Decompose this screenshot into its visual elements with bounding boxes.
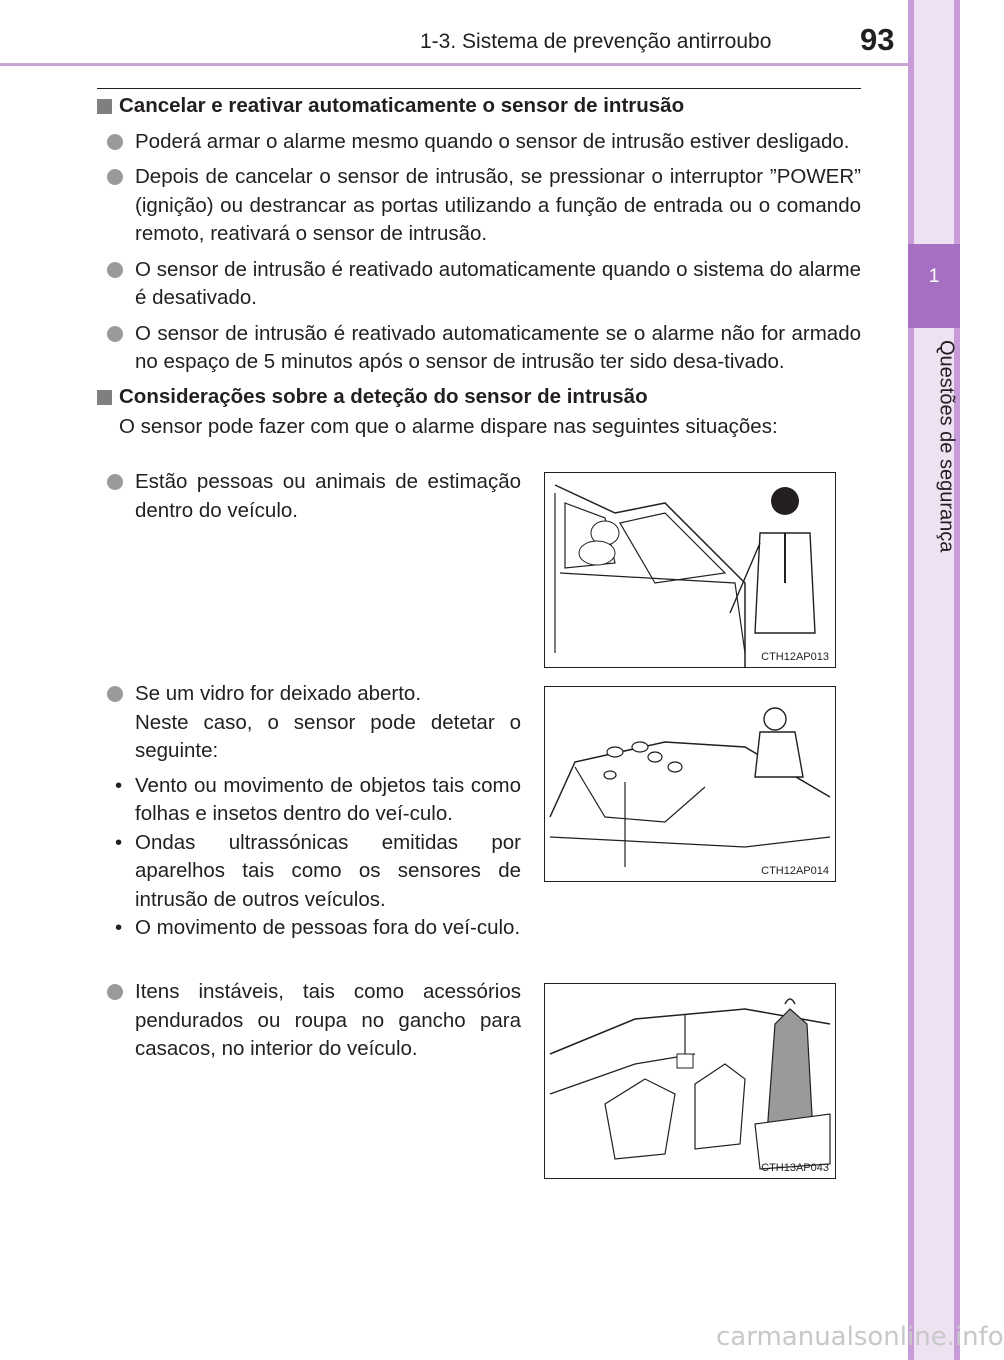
situation-text [97,680,521,766]
list-item [97,468,521,525]
section-heading-text: Cancelar e reativar automaticamente o sensor de intrusão [119,94,685,117]
section-heading [97,92,861,121]
bullet-icon [107,134,123,150]
section-intro: O sensor pode fazer com que o alarme dispare nas seguintes situações: [119,415,778,438]
bullet-icon [107,326,123,342]
side-tab-edge [908,0,914,1360]
illustration-hanging-items-interior [544,983,836,1179]
sub-list-item-text: Vento ou movimento de objetos tais como folhas e insetos dentro do veí-culo. [135,773,521,825]
page-content [97,92,861,442]
list-item-text: Estão pessoas ou animais de estimação dentro do veículo. [135,470,521,522]
situation-text [97,978,521,1064]
list-item-text: O sensor de intrusão é reativado automaticamente se o alarme não for armado no espaço de 5 minutos após o sensor de intrusão ter sido desa-tivado. [135,321,861,373]
header-divider [0,63,908,66]
bullet-icon [107,169,123,185]
list-item-text: Se um vidro for deixado aberto. [135,682,422,705]
illustration-open-window-leaves [544,686,836,882]
side-tab-number: 1 [928,266,940,287]
illustration-person-and-dog-in-car [544,472,836,668]
side-tab-edge [954,0,960,1360]
list-item [97,680,521,943]
side-tab-label: Questões de segurança [935,340,958,553]
list-item [97,128,861,157]
list-item-text: Neste caso, o sensor pode detetar o seguinte: [135,710,521,762]
section-rule [97,88,861,89]
chapter-title: 1-3. Sistema de prevenção antirroubo [420,30,772,53]
sub-list [97,772,521,943]
sub-list-item-text: O movimento de pessoas fora do veí-culo. [135,916,521,939]
car-open-window-illustration [545,687,835,881]
bullet-icon [107,262,123,278]
figure-code: CTH12AP013 [761,651,829,663]
list-item [97,978,521,1064]
figure-code: CTH13AP043 [761,1162,829,1174]
list-item-text: Itens instáveis, tais como acessórios pendurados ou roupa no gancho para casacos, no interior do veículo. [135,980,521,1060]
list-item-text: O sensor de intrusão é reativado automaticamente quando o sistema do alarme é desativado. [135,257,861,309]
section-heading [97,383,861,412]
list-item-text: Depois de cancelar o sensor de intrusão, se pressionar o interruptor ”POWER” (ignição) ou destrancar as portas utilizando a função de entrada ou o comando remoto, reativará o sensor de intrusão. [135,165,861,245]
square-bullet-icon [97,99,112,114]
sub-list-item-text: Ondas ultrassónicas emitidas por aparelhos tais como os sensores de intrusão de outros veículos. [135,830,521,911]
watermark-text: carmanualsonline.info [716,1322,1004,1352]
car-interior-illustration [545,984,835,1178]
sub-list-item: • Vento ou movimento de objetos tais como folhas e insetos dentro do veí-culo. [115,773,521,825]
car-with-occupants-illustration [545,473,835,667]
side-tab [908,0,960,1360]
bullet-icon [107,474,123,490]
list-item [97,163,861,249]
bullet-icon [107,686,123,702]
sub-list-item: • O movimento de pessoas fora do veí-culo. [115,916,521,939]
square-bullet-icon [97,390,112,405]
list-item [97,320,861,377]
situation-text [97,468,521,525]
bullet-icon [107,984,123,1000]
sub-list-item: • Ondas ultrassónicas emitidas por aparelhos tais como os sensores de intrusão de outros veículos. [115,830,521,911]
page-number: 93 [860,22,895,57]
figure-code: CTH12AP014 [761,865,829,877]
list-item [97,256,861,313]
list-item-text: Poderá armar o alarme mesmo quando o sensor de intrusão estiver desligado. [135,129,850,153]
section-heading-text: Considerações sobre a deteção do sensor de intrusão [119,384,648,408]
